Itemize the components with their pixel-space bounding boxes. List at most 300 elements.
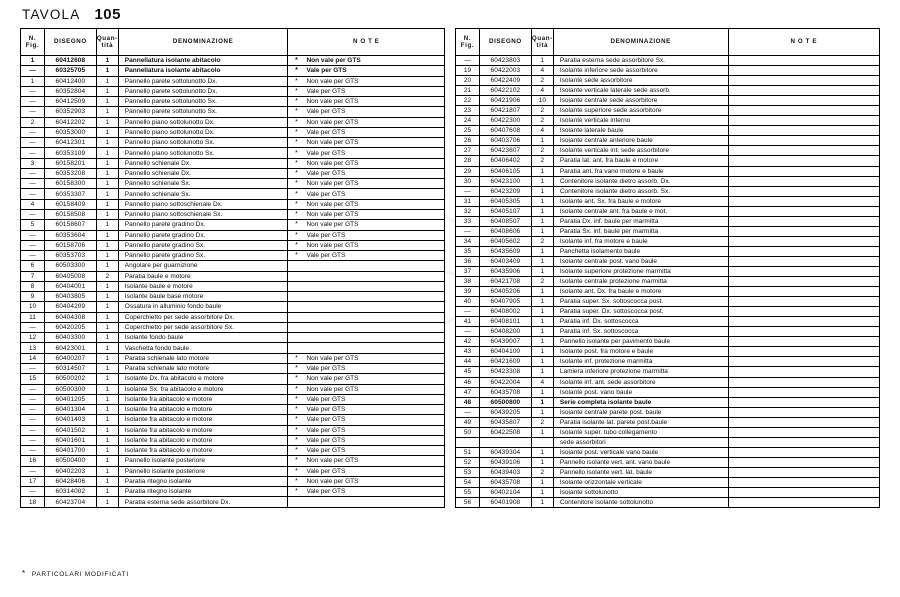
cell-quantita: 1 [96, 384, 118, 394]
cell-disegno: 60314507 [44, 363, 96, 373]
note-text: Vale per GTS [306, 128, 346, 136]
cell-disegno: 60408507 [479, 216, 531, 226]
cell-denominazione: Pannello schienale Sx. [118, 189, 288, 199]
cell-denominazione: Isolante centrale sede assorbitore [553, 96, 728, 106]
cell-quantita: 1 [96, 281, 118, 291]
cell-fig: 9 [21, 292, 45, 302]
cell-quantita: 1 [96, 107, 118, 117]
cell-disegno: 60435807 [479, 417, 531, 427]
cell-denominazione: Isolante ant. Sx. fra baule e motore [553, 196, 728, 206]
cell-fig: 3 [21, 158, 45, 168]
cell-denominazione: Isolante laterale baule [553, 126, 728, 136]
cell-note [728, 56, 879, 66]
table-row [456, 407, 880, 417]
cell-quantita: 10 [531, 96, 553, 106]
cell-disegno: 60422003 [479, 66, 531, 76]
table-row [21, 476, 445, 486]
cell-fig: 32 [456, 206, 480, 216]
table-row [456, 256, 880, 266]
cell-fig: — [21, 251, 45, 261]
cell-note [728, 136, 879, 146]
cell-fig: — [21, 322, 45, 332]
cell-quantita: 1 [531, 136, 553, 146]
cell-quantita: 1 [531, 347, 553, 357]
cell-denominazione: Pannellatura isolante abitacolo [118, 66, 288, 76]
cell-denominazione: Paratia ritegno isolante [118, 487, 288, 497]
note-text: Non vale per GTS [306, 118, 359, 126]
note-text: Vale per GTS [306, 87, 346, 95]
table-row [456, 156, 880, 166]
cell-fig [456, 437, 480, 447]
cell-disegno: 60405107 [479, 206, 531, 216]
cell-note [288, 199, 445, 209]
cell-quantita: 2 [531, 277, 553, 287]
cell-disegno: 60439106 [479, 457, 531, 467]
cell-fig: 28 [456, 156, 480, 166]
cell-disegno: 60401205 [44, 394, 96, 404]
cell-note [728, 156, 879, 166]
cell-quantita: 1 [531, 447, 553, 457]
table-header-row [21, 29, 445, 56]
cell-note [728, 498, 879, 508]
cell-quantita: 1 [531, 357, 553, 367]
cell-quantita: 1 [96, 476, 118, 486]
cell-note [728, 467, 879, 477]
cell-quantita: 1 [531, 176, 553, 186]
cell-quantita: 1 [531, 166, 553, 176]
cell-denominazione: Pannello piano sottolunotto Dx. [118, 127, 288, 137]
note-asterisk-icon: * [295, 467, 298, 475]
cell-fig: — [456, 186, 480, 196]
cell-fig: 37 [456, 266, 480, 276]
cell-disegno: 60403706 [479, 136, 531, 146]
cell-note [288, 158, 445, 168]
cell-disegno: 60422102 [479, 86, 531, 96]
table-row [456, 477, 880, 487]
cell-note [728, 256, 879, 266]
cell-denominazione: Coperchietto per sede assorbitore Dx. [118, 312, 288, 322]
cell-fig: 18 [21, 497, 45, 508]
cell-fig: — [21, 405, 45, 415]
cell-denominazione: Paratia Sx. inf. baule per marmitta [553, 226, 728, 236]
cell-fig: — [21, 209, 45, 219]
cell-disegno: 60402104 [479, 488, 531, 498]
cell-denominazione: Isolante inferiore sede assorbitore [553, 66, 728, 76]
cell-disegno: 60325705 [44, 66, 96, 76]
cell-fig: 39 [456, 287, 480, 297]
table-row [456, 176, 880, 186]
cell-fig: 10 [21, 302, 45, 312]
table-row [456, 317, 880, 327]
cell-denominazione: Paratia baule e motore [118, 271, 288, 281]
table-row [456, 437, 880, 447]
table-row [21, 240, 445, 250]
table-row [456, 498, 880, 508]
cell-denominazione: Isolante inf. fra motore e baule [553, 236, 728, 246]
table-row [21, 394, 445, 404]
note-asterisk-icon: * [295, 457, 298, 465]
cell-note [728, 457, 879, 467]
cell-disegno: 60408200 [479, 327, 531, 337]
cell-fig: 41 [456, 317, 480, 327]
cell-fig: 17 [21, 476, 45, 486]
cell-denominazione: sede assorbitori [553, 437, 728, 447]
table-row [456, 216, 880, 226]
cell-disegno: 60405206 [479, 287, 531, 297]
cell-quantita: 1 [96, 56, 118, 66]
note-asterisk-icon: * [295, 190, 298, 198]
cell-quantita: 1 [96, 415, 118, 425]
note-asterisk-icon: * [295, 426, 298, 434]
col-header-disegno: DISEGNO [44, 29, 96, 56]
cell-note [728, 488, 879, 498]
cell-denominazione: Isolante fra abitacolo e motore [118, 435, 288, 445]
cell-note [728, 116, 879, 126]
note-text: Vale per GTS [306, 190, 346, 198]
table-number: 105 [94, 6, 121, 23]
cell-quantita: 1 [96, 425, 118, 435]
cell-denominazione: Paratia lat. ant. fra baule e motore [553, 156, 728, 166]
note-asterisk-icon: * [295, 170, 298, 178]
cell-denominazione: Pannello schienale Dx. [118, 168, 288, 178]
cell-note [728, 277, 879, 287]
cell-fig: — [21, 446, 45, 456]
cell-fig: 50 [456, 427, 480, 437]
cell-fig: 56 [456, 498, 480, 508]
cell-quantita: 2 [531, 236, 553, 246]
table-row [456, 206, 880, 216]
cell-denominazione: Isolante sede assorbitore [553, 76, 728, 86]
cell-fig: 12 [21, 333, 45, 343]
note-text: Vale per GTS [306, 426, 346, 434]
cell-disegno: 60421906 [479, 96, 531, 106]
cell-fig: — [21, 425, 45, 435]
cell-note [288, 435, 445, 445]
cell-quantita: 1 [531, 427, 553, 437]
table-row [456, 146, 880, 156]
cell-denominazione: Paratia schienale lato motore [118, 363, 288, 373]
cell-quantita: 1 [531, 488, 553, 498]
note-text: Vale per GTS [306, 447, 346, 455]
parts-table-left [20, 28, 445, 508]
cell-disegno: 60435708 [479, 387, 531, 397]
cell-disegno: 60412301 [44, 138, 96, 148]
cell-fig: — [456, 307, 480, 317]
note-asterisk-icon: * [295, 180, 298, 188]
cell-disegno: 60435906 [479, 266, 531, 276]
cell-denominazione: Isolante centrale anteriore baule [553, 136, 728, 146]
cell-note [288, 179, 445, 189]
cell-note [728, 66, 879, 76]
note-text: Non vale per GTS [306, 354, 359, 362]
cell-denominazione: Isolante baule e motore [118, 281, 288, 291]
cell-disegno: 60401502 [44, 425, 96, 435]
cell-disegno: 60404001 [44, 281, 96, 291]
cell-note [728, 427, 879, 437]
note-asterisk-icon: * [295, 252, 298, 260]
cell-note [288, 405, 445, 415]
cell-quantita: 1 [96, 86, 118, 96]
cell-quantita: 1 [96, 405, 118, 415]
note-asterisk-icon: * [295, 149, 298, 157]
cell-quantita: 1 [96, 487, 118, 497]
note-asterisk-icon: * [295, 221, 298, 229]
note-asterisk-icon: * [295, 231, 298, 239]
table-row [21, 374, 445, 384]
table-row [21, 271, 445, 281]
cell-fig: — [21, 138, 45, 148]
cell-disegno: 60412400 [44, 76, 96, 86]
cell-note [288, 189, 445, 199]
cell-note [728, 447, 879, 457]
cell-disegno: 60353208 [44, 168, 96, 178]
table-row [456, 56, 880, 66]
cell-denominazione: Pannello parete gradino Sx. [118, 251, 288, 261]
cell-quantita: 1 [531, 327, 553, 337]
table-row [21, 281, 445, 291]
cell-disegno: 60408002 [479, 307, 531, 317]
cell-quantita: 1 [531, 196, 553, 206]
parts-table-right [455, 28, 880, 508]
note-asterisk-icon: * [295, 385, 298, 393]
table-row [21, 333, 445, 343]
cell-note [288, 394, 445, 404]
note-text: Vale per GTS [306, 108, 346, 116]
cell-disegno: 60422409 [479, 76, 531, 86]
cell-disegno: 60423308 [479, 367, 531, 377]
cell-fig: 16 [21, 456, 45, 466]
cell-denominazione: Pannello parete sottolunotto Sx. [118, 97, 288, 107]
table-row [21, 230, 445, 240]
cell-disegno: 60158300 [44, 179, 96, 189]
cell-denominazione: Isolante orizzontale verticale [553, 477, 728, 487]
cell-fig: 46 [456, 377, 480, 387]
cell-disegno: 60412202 [44, 117, 96, 127]
cell-disegno: 60401403 [44, 415, 96, 425]
cell-denominazione: Isolante fra abitacolo e motore [118, 405, 288, 415]
cell-note [288, 497, 445, 508]
cell-disegno: 60421609 [479, 357, 531, 367]
cell-quantita: 1 [96, 394, 118, 404]
cell-denominazione: Isolante superiore protezione marmitta [553, 266, 728, 276]
cell-disegno: 60408606 [479, 226, 531, 236]
table-row [21, 220, 445, 230]
cell-quantita: 1 [96, 333, 118, 343]
cell-disegno: 60421708 [479, 277, 531, 287]
cell-denominazione: Paratia inf. Sx. sottoscocca [553, 327, 728, 337]
cell-fig: — [456, 327, 480, 337]
cell-note [728, 86, 879, 96]
cell-fig: — [21, 363, 45, 373]
cell-disegno: 60406105 [479, 166, 531, 176]
cell-denominazione: Coperchietto per sede assorbitore Sx. [118, 322, 288, 332]
cell-note [288, 251, 445, 261]
cell-denominazione: Pannello isolante vert. lat. baule [553, 467, 728, 477]
cell-note [288, 56, 445, 66]
cell-note [728, 437, 879, 447]
table-row [456, 337, 880, 347]
note-text: Vale per GTS [306, 231, 346, 239]
note-asterisk-icon: * [295, 159, 298, 167]
cell-fig: 5 [21, 220, 45, 230]
cell-quantita: 2 [531, 146, 553, 156]
cell-denominazione: Isolante fra abitacolo e motore [118, 446, 288, 456]
cell-denominazione: Pannello schienale Dx. [118, 158, 288, 168]
cell-disegno: 60405602 [479, 236, 531, 246]
cell-note [728, 307, 879, 317]
cell-denominazione: Contenitore isolante dietro assorb. Sx. [553, 186, 728, 196]
cell-disegno: 60402203 [44, 466, 96, 476]
cell-disegno: 60401700 [44, 446, 96, 456]
cell-quantita: 1 [96, 363, 118, 373]
table-label: TAVOLA [22, 7, 81, 22]
table-row [456, 166, 880, 176]
cell-note [288, 127, 445, 137]
note-text: Vale per GTS [306, 67, 347, 75]
table-row [456, 347, 880, 357]
cell-denominazione: Isolante centrale ant. fra baule e mot. [553, 206, 728, 216]
table-row [456, 447, 880, 457]
cell-fig: — [21, 66, 45, 76]
cell-note [728, 387, 879, 397]
cell-disegno: 60353703 [44, 251, 96, 261]
cell-note [288, 425, 445, 435]
cell-fig: 1 [21, 76, 45, 86]
cell-quantita: 1 [96, 117, 118, 127]
cell-denominazione: Pannello isolante posteriore [118, 456, 288, 466]
cell-quantita: 1 [531, 397, 553, 407]
cell-note [288, 117, 445, 127]
cell-quantita: 1 [96, 446, 118, 456]
cell-note [288, 363, 445, 373]
cell-fig: 19 [456, 66, 480, 76]
table-row [21, 487, 445, 497]
footer-text: PARTICOLARI MODIFICATI [31, 570, 129, 578]
cell-quantita: 1 [96, 302, 118, 312]
table-row [21, 56, 445, 66]
cell-denominazione: Paratia Dx. inf. baule per marmitta [553, 216, 728, 226]
note-text: Non vale per GTS [306, 375, 359, 383]
table-row [21, 138, 445, 148]
cell-quantita: 1 [96, 343, 118, 353]
cell-fig: 42 [456, 337, 480, 347]
table-row [456, 66, 880, 76]
table-row [456, 136, 880, 146]
cell-fig: 44 [456, 357, 480, 367]
cell-disegno: 60353307 [44, 189, 96, 199]
cell-fig: 38 [456, 277, 480, 287]
note-text: Non vale per GTS [306, 211, 359, 219]
cell-disegno: 60439304 [479, 447, 531, 457]
cell-fig: 34 [456, 236, 480, 246]
cell-fig: 1 [21, 56, 45, 66]
cell-disegno: 60439403 [479, 467, 531, 477]
table-body-right [456, 56, 880, 508]
cell-note [288, 456, 445, 466]
note-text: Non vale per GTS [306, 139, 359, 147]
cell-note [288, 271, 445, 281]
col-header-denominazione: DENOMINAZIONE [118, 29, 288, 56]
cell-denominazione: Pannello piano sottolunotto Sx. [118, 138, 288, 148]
note-text: Vale per GTS [306, 488, 346, 496]
table-row [456, 397, 880, 407]
table-row [21, 384, 445, 394]
table-row [456, 307, 880, 317]
cell-denominazione: Pannello parete sottolunotto Sx. [118, 107, 288, 117]
cell-fig: 26 [456, 136, 480, 146]
cell-quantita: 2 [96, 271, 118, 281]
table-row [21, 168, 445, 178]
cell-note [728, 126, 879, 136]
cell-denominazione: Paratia ant. fra vano motore e baule [553, 166, 728, 176]
cell-disegno: 60407905 [479, 297, 531, 307]
note-asterisk-icon: * [295, 354, 298, 362]
table-row [21, 148, 445, 158]
table-row [21, 251, 445, 261]
cell-quantita: 1 [96, 497, 118, 508]
cell-note [728, 367, 879, 377]
cell-disegno: 60423704 [44, 497, 96, 508]
cell-fig: — [456, 226, 480, 236]
cell-fig: 27 [456, 146, 480, 156]
cell-quantita: 1 [531, 477, 553, 487]
cell-disegno: 60423803 [479, 56, 531, 66]
table-row [456, 186, 880, 196]
cell-fig: — [456, 407, 480, 417]
cell-quantita: 2 [531, 76, 553, 86]
cell-fig: 23 [456, 106, 480, 116]
cell-quantita: 1 [96, 97, 118, 107]
cell-fig: — [21, 384, 45, 394]
cell-note [728, 76, 879, 86]
table-row [21, 415, 445, 425]
note-text: Vale per GTS [306, 406, 346, 414]
cell-disegno: 60405305 [479, 196, 531, 206]
cell-denominazione: Isolante fra abitacolo e motore [118, 415, 288, 425]
cell-disegno: 60158706 [44, 240, 96, 250]
table-row [21, 312, 445, 322]
cell-quantita: 1 [96, 230, 118, 240]
cell-quantita: 1 [96, 353, 118, 363]
cell-disegno: 60439205 [479, 407, 531, 417]
note-asterisk-icon: * [295, 395, 298, 403]
cell-note [288, 446, 445, 456]
cell-disegno: 60420205 [44, 322, 96, 332]
cell-disegno: 60412509 [44, 97, 96, 107]
cell-note [728, 206, 879, 216]
table-row [21, 425, 445, 435]
cell-disegno: 60423607 [479, 146, 531, 156]
cell-note [728, 216, 879, 226]
cell-quantita: 1 [96, 322, 118, 332]
cell-quantita: 1 [531, 407, 553, 417]
cell-denominazione: Isolante verticale int. sede assorbitore [553, 146, 728, 156]
cell-fig: — [21, 394, 45, 404]
table-row [456, 126, 880, 136]
cell-quantita: 1 [531, 246, 553, 256]
table-row [21, 456, 445, 466]
cell-fig: — [21, 127, 45, 137]
cell-disegno: 60423100 [479, 176, 531, 186]
cell-quantita: 1 [96, 240, 118, 250]
table-row [456, 287, 880, 297]
cell-fig: 51 [456, 447, 480, 457]
cell-quantita: 1 [96, 261, 118, 271]
cell-note [288, 353, 445, 363]
note-text: Non vale per GTS [306, 159, 359, 167]
table-row [21, 302, 445, 312]
cell-note [728, 397, 879, 407]
